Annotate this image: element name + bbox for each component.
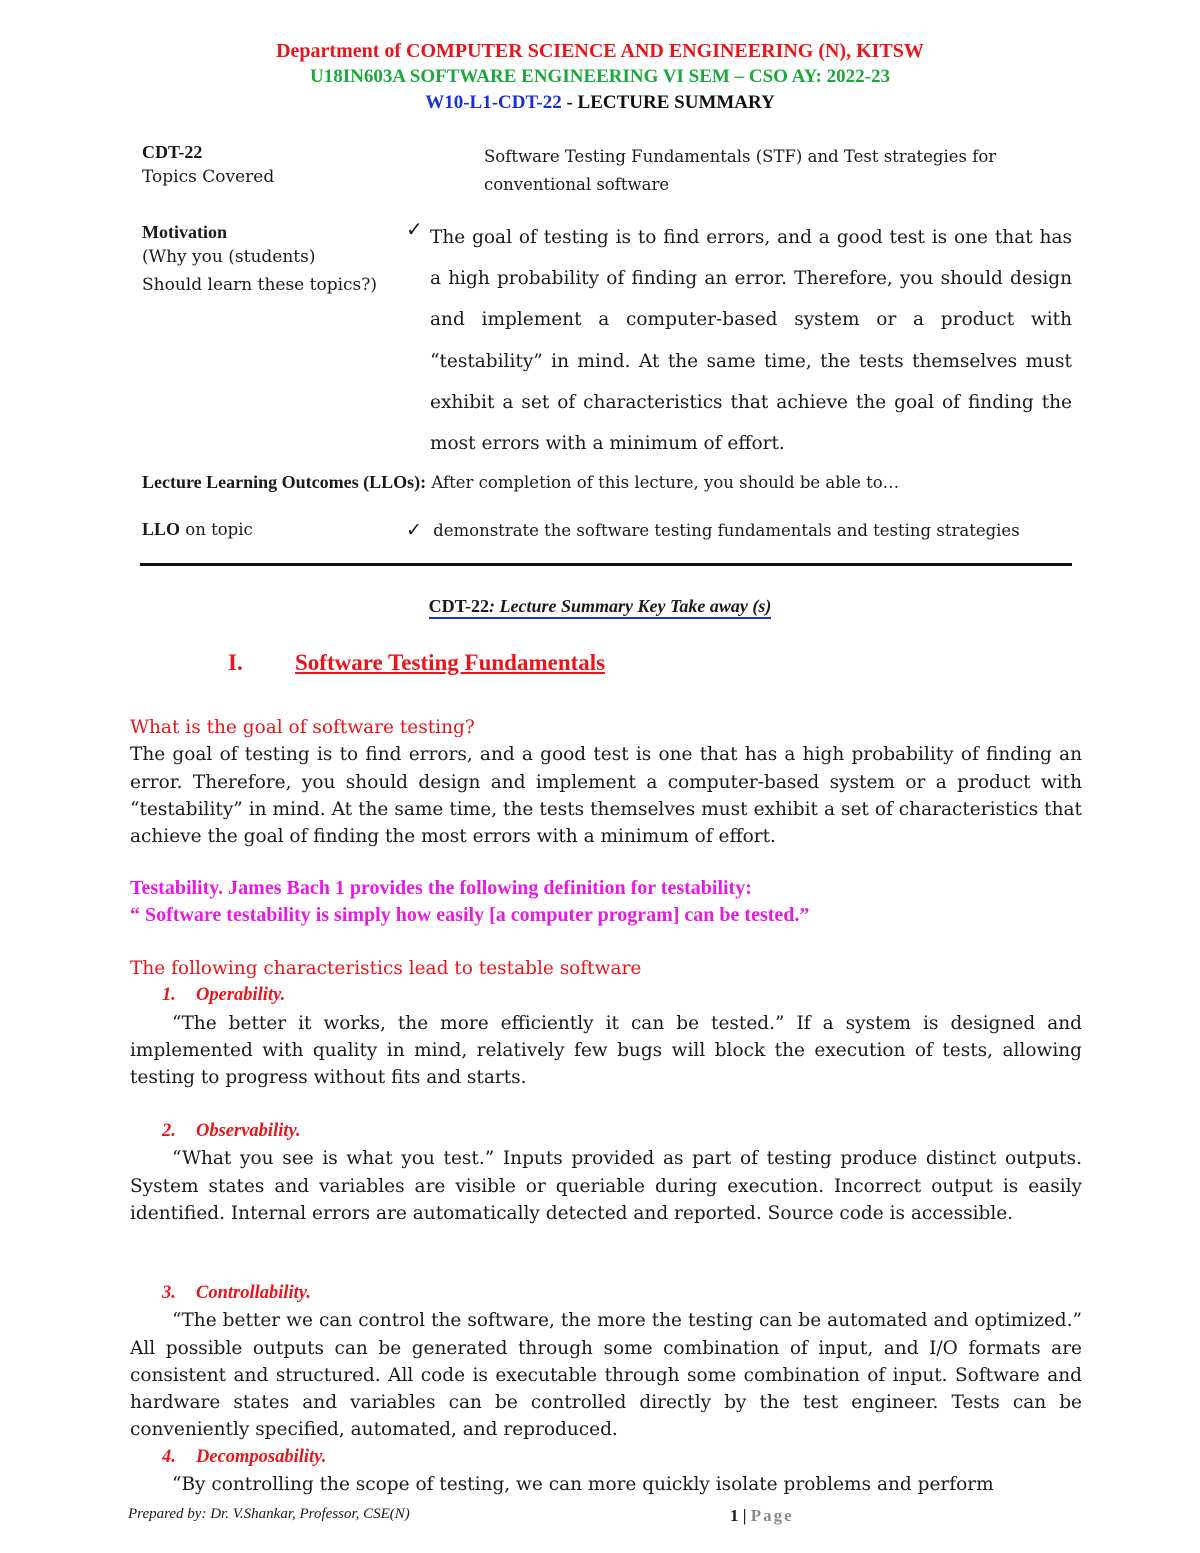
page-number xyxy=(730,1506,794,1526)
section-heading xyxy=(228,650,605,676)
list-item-title xyxy=(130,1444,1082,1471)
llo-text: demonstrate the software testing fundamentals and testing strategies xyxy=(433,521,1020,540)
topics-value-line-1: Software Testing Fundamentals (STF) and Test strategies for xyxy=(484,147,997,166)
list-item-title-text: Observability. xyxy=(196,1121,301,1141)
list-item-text: “The better it works, the more efficiently it can be tested.” If a system is designed and implemented with quality in mind, relatively few bugs will block the execution of tests, allowing testing to progress without fits and starts. xyxy=(130,1012,1082,1089)
page-number-value: 1 xyxy=(730,1506,739,1525)
llo-heading-row xyxy=(142,472,1072,493)
list-item-number: 3. xyxy=(162,1283,176,1303)
cdt-label: CDT-22 xyxy=(142,142,203,162)
list-item-title-text: Controllability. xyxy=(196,1283,311,1303)
list-item-title xyxy=(130,1280,1082,1307)
section-number: I. xyxy=(228,650,243,675)
motivation-sub-2: Should learn these topics?) xyxy=(142,275,378,295)
checkmark-icon: ✓ xyxy=(406,217,423,241)
checkmark-icon: ✓ xyxy=(406,519,422,541)
list-item-title-text: Operability. xyxy=(196,985,286,1006)
summary-title-underline xyxy=(429,596,772,619)
document-header xyxy=(0,38,1200,116)
motivation-text: The goal of testing is to find errors, and a good test is one that has a high probability of finding an error. Therefore, you should design and implement a computer-based system or a product with “testability” in mind. At the same time, the tests themselves must exhibit a set of characteristics that achieve the goal of finding the most errors with a minimum of effort. xyxy=(430,227,1072,455)
testability-block xyxy=(130,875,1082,929)
list-item-text: “The better we can control the software, the more the testing can be automated and optimized.” All possible outputs can be generated through some combination of input, and I/O formats are consistent and structured. All code is executable through some combination of input. Software and hardware states and variables can be controlled directly by the test engineer. Tests can be conveniently specified, automated, and reproduced. xyxy=(130,1310,1082,1441)
llo-label: LLO xyxy=(142,519,181,539)
course-title: U18IN603A SOFTWARE ENGINEERING VI SEM – CSO AY: 2022-23 xyxy=(310,66,890,87)
llo-heading-rest: After completion of this lecture, you should be able to… xyxy=(426,473,900,492)
characteristic-item-2 xyxy=(130,1118,1082,1227)
cdt-label-block xyxy=(142,142,274,192)
section-divider xyxy=(140,563,1072,566)
motivation-label: Motivation xyxy=(142,222,227,242)
list-item-title xyxy=(130,982,1082,1009)
motivation-label-block xyxy=(142,222,377,300)
characteristics-heading: The following characteristics lead to testable software xyxy=(130,958,642,979)
topics-label: Topics Covered xyxy=(142,167,275,187)
list-item-text: “By controlling the scope of testing, we can more quickly isolate problems and perform xyxy=(172,1474,994,1496)
page-word: Page xyxy=(750,1506,794,1525)
llo-heading: Lecture Learning Outcomes (LLOs): xyxy=(142,472,427,492)
topics-value-line-2: conventional software xyxy=(484,175,670,194)
section-title: Software Testing Fundamentals xyxy=(295,650,606,675)
characteristics-block xyxy=(130,955,1082,1091)
goal-question: What is the goal of software testing? xyxy=(130,717,475,738)
llo-text-block xyxy=(406,519,1020,541)
list-item-title xyxy=(130,1118,1082,1145)
list-item-number: 4. xyxy=(162,1446,176,1467)
summary-title xyxy=(0,596,1200,617)
list-item-number: 2. xyxy=(162,1121,176,1141)
prepared-by: Prepared by: Dr. V.Shankar, Professor, CSE(N) xyxy=(128,1506,410,1522)
motivation-text-block xyxy=(406,217,1072,464)
lecture-title xyxy=(0,90,1200,116)
testability-definition: Testability. James Bach 1 provides the following definition for testability: xyxy=(130,877,752,899)
department-title: Department of COMPUTER SCIENCE AND ENGINEERING (N), KITSW xyxy=(276,40,924,62)
goal-text: The goal of testing is to find errors, and a good test is one that has a high probability of finding an error. Therefore, you should design and implement a computer-based system or a product with “testability” in mind. At the same time, the tests themselves must exhibit a set of characteristics that achieve the goal of finding the most errors with a minimum of effort. xyxy=(130,744,1082,848)
summary-code: CDT-22 xyxy=(428,596,490,616)
lecture-code: W10-L1-CDT-22 xyxy=(425,92,562,113)
page-separator: | xyxy=(738,1506,751,1525)
page-footer xyxy=(128,1506,1072,1523)
list-item-number: 1. xyxy=(162,985,176,1006)
topics-value xyxy=(484,143,1072,199)
llo-label-rest: on topic xyxy=(180,520,253,539)
summary-title-rest: : Lecture Summary Key Take away (s) xyxy=(489,596,772,616)
goal-block xyxy=(130,714,1082,850)
testability-quote: “ Software testability is simply how easily [a computer program] can be tested.” xyxy=(130,904,810,926)
list-item-text: “What you see is what you test.” Inputs provided as part of testing produce distinct outputs. System states and variables are visible or queriable during execution. Incorrect output is easily identified. Internal errors are automatically detected and reported. Source code is accessible. xyxy=(130,1148,1082,1224)
list-item-title-text: Decomposability. xyxy=(196,1446,327,1467)
characteristic-item-3 xyxy=(130,1280,1082,1498)
motivation-sub-1: (Why you (students) xyxy=(142,247,316,267)
lecture-title-rest: - LECTURE SUMMARY xyxy=(561,92,775,113)
